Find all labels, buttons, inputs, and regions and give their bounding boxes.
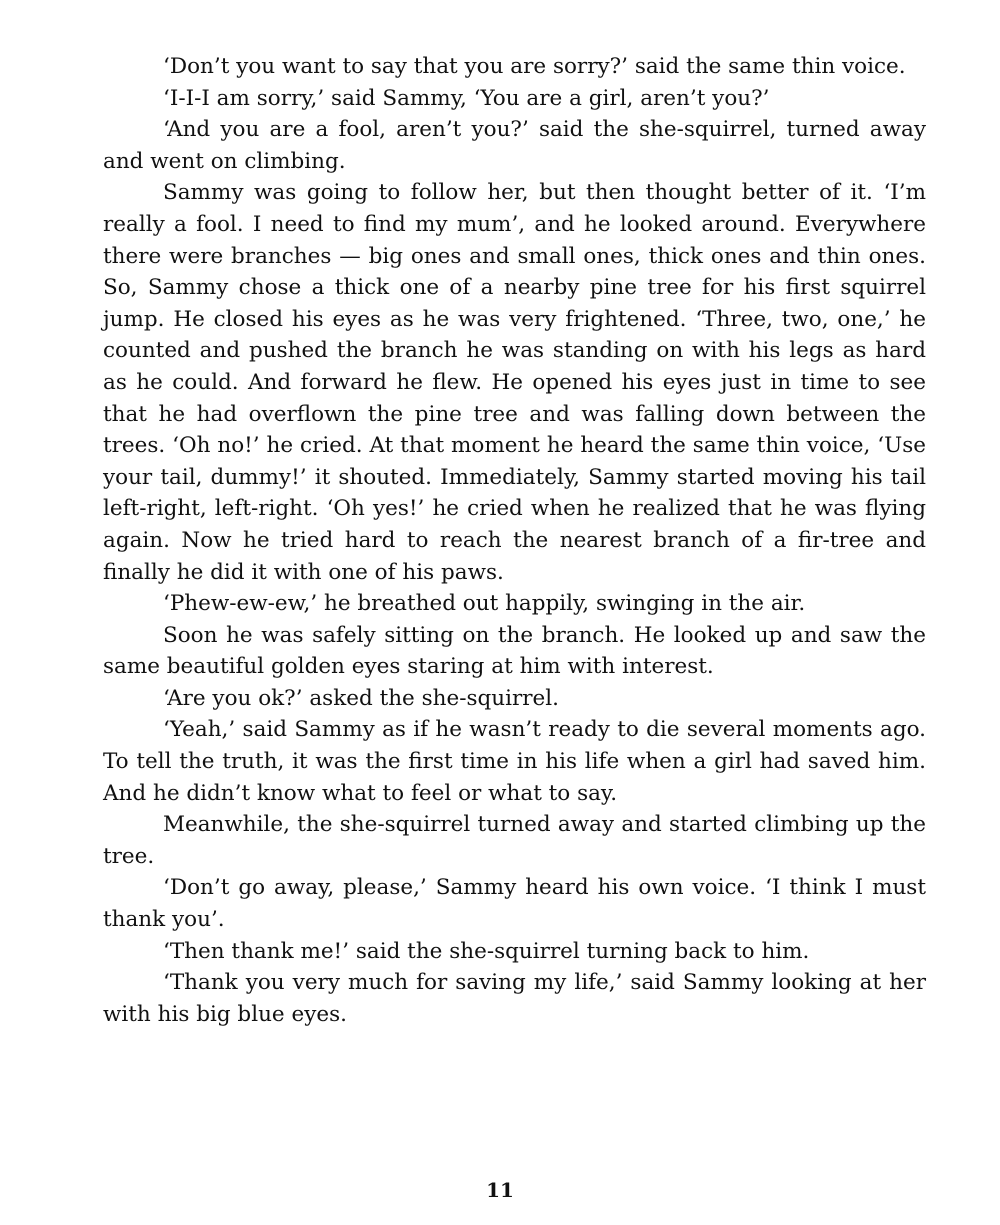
paragraph: ‘Then thank me!’ said the she-squirrel turning back to him. (163, 938, 810, 964)
paragraph: ‘Yeah,’ said Sammy as if he wasn’t ready to die several moments ago. To tell the truth, it was the first time in his life when a girl had saved him. And he didn’t know what to feel or what to say. (103, 717, 926, 806)
story-text (103, 51, 926, 1030)
paragraph: ‘Thank you very much for saving my life,’ said Sammy looking at her with his big blue eyes. (103, 970, 926, 1027)
paragraph: Sammy was going to follow her, but then thought better of it. ‘I’m really a fool. I need to find my mum’, and he looked around. Everywhere there were branches — big ones and small ones, thick ones and thin ones. So, Sammy chose a thick one of a nearby pine tree for his first squirrel jump. He closed his eyes as he was very frightened. ‘Three, two, one,’ he counted and pushed the branch he was standing on with his legs as hard as he could. And forward he flew. He opened his eyes just in time to see that he had overflown the pine tree and was falling down between the trees. ‘Oh no!’ he cried. At that moment he heard the same thin voice, ‘Use your tail, dummy!’ it shouted. Immediately, Sammy started moving his tail left-right, left-right. ‘Oh yes!’ he cried when he realized that he was flying again. Now he tried hard to reach the nearest branch of a fir-tree and finally he did it with one of his paws. (103, 180, 926, 585)
paragraph: Meanwhile, the she-squirrel turned away and started climbing up the tree. (103, 812, 926, 869)
paragraph: Soon he was safely sitting on the branch. He looked up and saw the same beautiful golden eyes staring at him with interest. (103, 622, 926, 680)
page-number: 11 (486, 1178, 514, 1202)
paragraph: ‘Phew-ew-ew,’ he breathed out happily, swinging in the air. (163, 591, 806, 617)
paragraph: ‘I-I-I am sorry,’ said Sammy, ‘You are a girl, aren’t you?’ (163, 85, 770, 111)
paragraph: ‘Don’t you want to say that you are sorry?’ said the same thin voice. (163, 54, 906, 79)
paragraph: ‘Are you ok?’ asked the she-squirrel. (163, 685, 559, 711)
paragraph: ‘And you are a fool, aren’t you?’ said the she-squirrel, turned away and went on climbing. (103, 117, 926, 174)
paragraph: ‘Don’t go away, please,’ Sammy heard his own voice. ‘I think I must thank you’. (103, 875, 926, 933)
